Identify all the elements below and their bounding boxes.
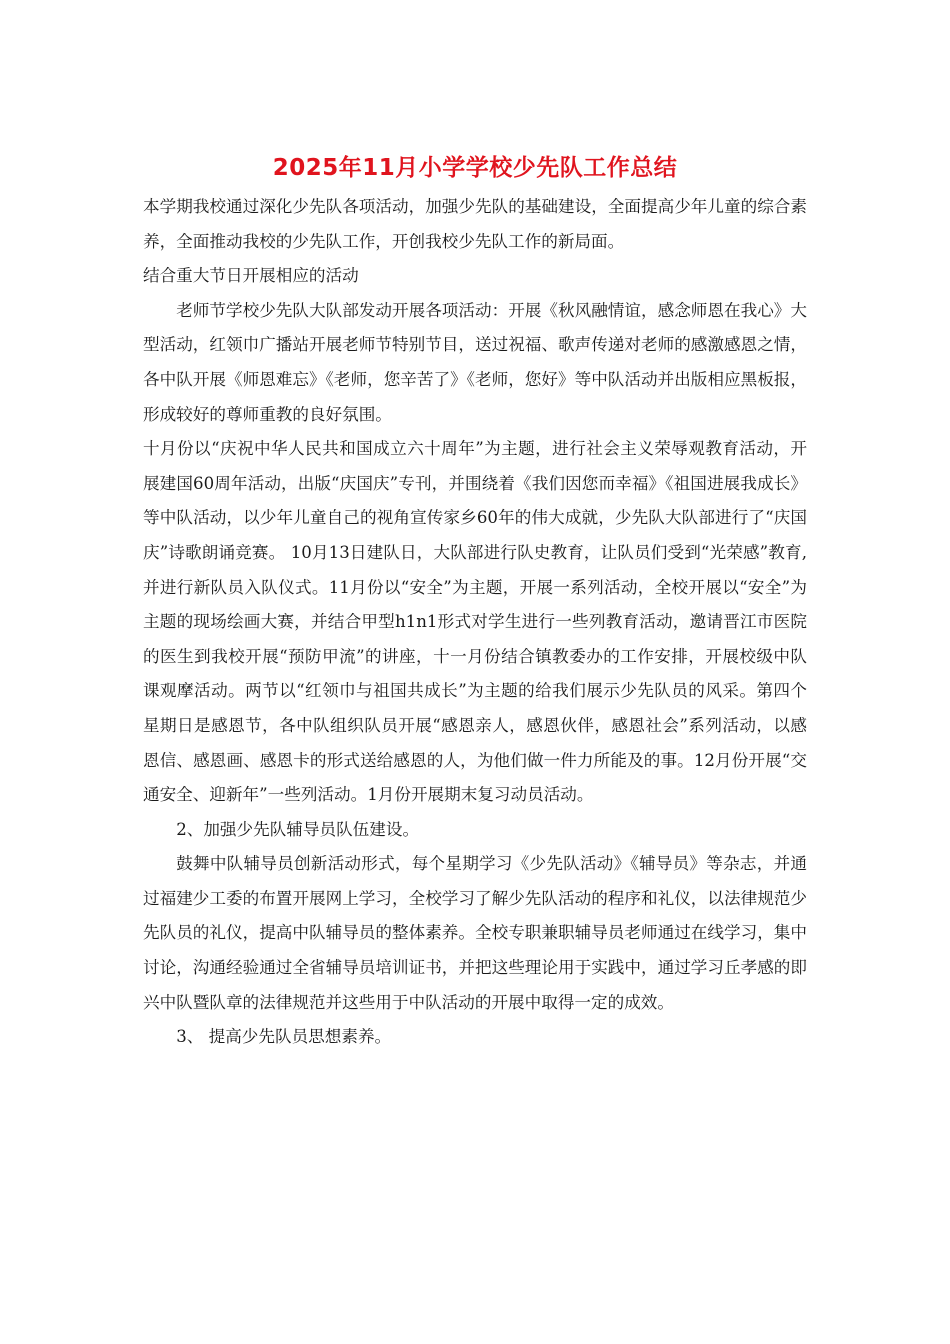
paragraph-teachers-day: 老师节学校少先队大队部发动开展各项活动：开展《秋风融情谊，感念师恩在我心》大型活动，红领巾广播站开展老师节特别节目，送过祝福、歌声传递对老师的感激感恩之情，各中队开展《师恩难忘》《老师，您辛苦了》《老师，您好》等中队活动并出版相应黑板报，形成较好的尊师重教的良好氛围。 xyxy=(143,300,807,424)
document-body xyxy=(143,190,807,1055)
paragraph-heading-counselors: 2、加强少先队辅导员队伍建设。 xyxy=(176,819,420,839)
paragraph-october-activities: 十月份以“庆祝中华人民共和国成立六十周年”为主题，进行社会主义荣辱观教育活动，开展建国60周年活动，出版“庆国庆”专刊，并围绕着《我们因您而幸福》《祖国进展我成长》等中队活动，以少年儿童自己的视角宣传家乡60年的伟大成就，少先队大队部进行了“庆国庆”诗歌朗诵竞赛。 10月13日建队日，大队部进行队史教育，让队员们受到“光荣感”教育,并进行新队员入队仪式。11月份以“安全”为主题，开展一系列活动，全校开展以“安全”为主题的现场绘画大赛，并结合甲型h1n1形式对学生进行一些列教育活动，邀请晋江市医院的医生到我校开展“预防甲流”的讲座，十一月份结合镇教委办的工作安排，开展校级中队课观摩活动。两节以“红领巾与祖国共成长”为主题的给我们展示少先队员的风采。第四个星期日是感恩节，各中队组织队员开展“感恩亲人，感恩伙伴，感恩社会”系列活动，以感恩信、感恩画、感恩卡的形式送给感恩的人，为他们做一件力所能及的事。12月份开展“交通安全、迎新年”一些列活动。1月份开展期末复习动员活动。 xyxy=(143,439,807,805)
paragraph-heading-ideology: 3、 提高少先队员思想素养。 xyxy=(176,1027,392,1047)
paragraph-intro: 本学期我校通过深化少先队各项活动，加强少先队的基础建设，全面提高少年儿童的综合素养，全面推动我校的少先队工作，开创我校少先队工作的新局面。 xyxy=(143,197,807,251)
document-page xyxy=(143,148,807,1055)
document-title: 2025年11月小学学校少先队工作总结 xyxy=(272,155,678,181)
paragraph-counselor-training: 鼓舞中队辅导员创新活动形式，每个星期学习《少先队活动》《辅导员》等杂志，并通过福建少工委的布置开展网上学习，全校学习了解少先队活动的程序和礼仪，以法律规范少先队员的礼仪，提高中队辅导员的整体素养。全校专职兼职辅导员老师通过在线学习，集中讨论，沟通经验通过全省辅导员培训证书，并把这些理论用于实践中，通过学习丘孝感的即兴中队暨队章的法律规范并这些用于中队活动的开展中取得一定的成效。 xyxy=(143,854,807,1012)
paragraph-heading-festivals: 结合重大节日开展相应的活动 xyxy=(143,266,359,286)
